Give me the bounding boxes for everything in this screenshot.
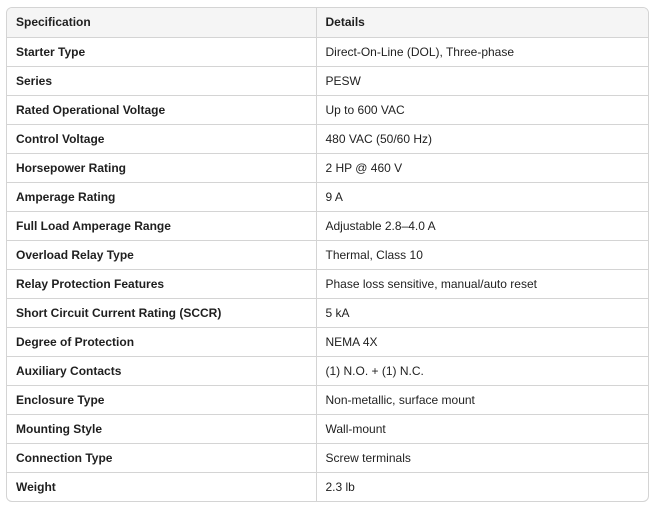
table-row [7,37,648,66]
spec-table-container [6,7,649,502]
table-row [7,124,648,153]
spec-name: Degree of Protection [7,327,316,356]
spec-value: Adjustable 2.8–4.0 A [316,211,648,240]
spec-value: NEMA 4X [316,327,648,356]
table-header-row [7,8,648,37]
spec-value: Up to 600 VAC [316,95,648,124]
header-details: Details [316,8,648,37]
spec-name: Horsepower Rating [7,153,316,182]
spec-value: 5 kA [316,298,648,327]
header-specification: Specification [7,8,316,37]
table-row [7,356,648,385]
spec-value: 9 A [316,182,648,211]
spec-value: Wall-mount [316,414,648,443]
spec-value: PESW [316,66,648,95]
spec-name: Series [7,66,316,95]
spec-name: Control Voltage [7,124,316,153]
spec-value: 2.3 lb [316,472,648,501]
table-row [7,182,648,211]
spec-name: Amperage Rating [7,182,316,211]
table-row [7,443,648,472]
spec-name: Starter Type [16,44,86,59]
table-row [7,385,648,414]
table-row [7,153,648,182]
spec-name: Weight [7,472,316,501]
table-row [7,269,648,298]
spec-name: Short Circuit Current Rating (SCCR) [7,298,316,327]
spec-value: Direct-On-Line (DOL), Three-phase [316,37,648,66]
spec-value: 480 VAC (50/60 Hz) [316,124,648,153]
spec-name: Auxiliary Contacts [7,356,316,385]
table-row [7,95,648,124]
spec-value: 2 HP @ 460 V [316,153,648,182]
spec-name: Overload Relay Type [7,240,316,269]
spec-value: Phase loss sensitive, manual/auto reset [316,269,648,298]
spec-name: Mounting Style [7,414,316,443]
spec-value: Thermal, Class 10 [316,240,648,269]
table-row [7,472,648,501]
table-row [7,240,648,269]
table-row [7,211,648,240]
table-row [7,66,648,95]
spec-name: Full Load Amperage Range [7,211,316,240]
spec-name: Relay Protection Features [7,269,316,298]
specification-table [7,8,648,501]
table-row [7,298,648,327]
spec-value: (1) N.O. + (1) N.C. [316,356,648,385]
spec-name: Enclosure Type [7,385,316,414]
table-row [7,414,648,443]
table-row [7,327,648,356]
spec-value: Screw terminals [316,443,648,472]
spec-name: Connection Type [7,443,316,472]
spec-value: Non-metallic, surface mount [316,385,648,414]
spec-name: Rated Operational Voltage [7,95,316,124]
